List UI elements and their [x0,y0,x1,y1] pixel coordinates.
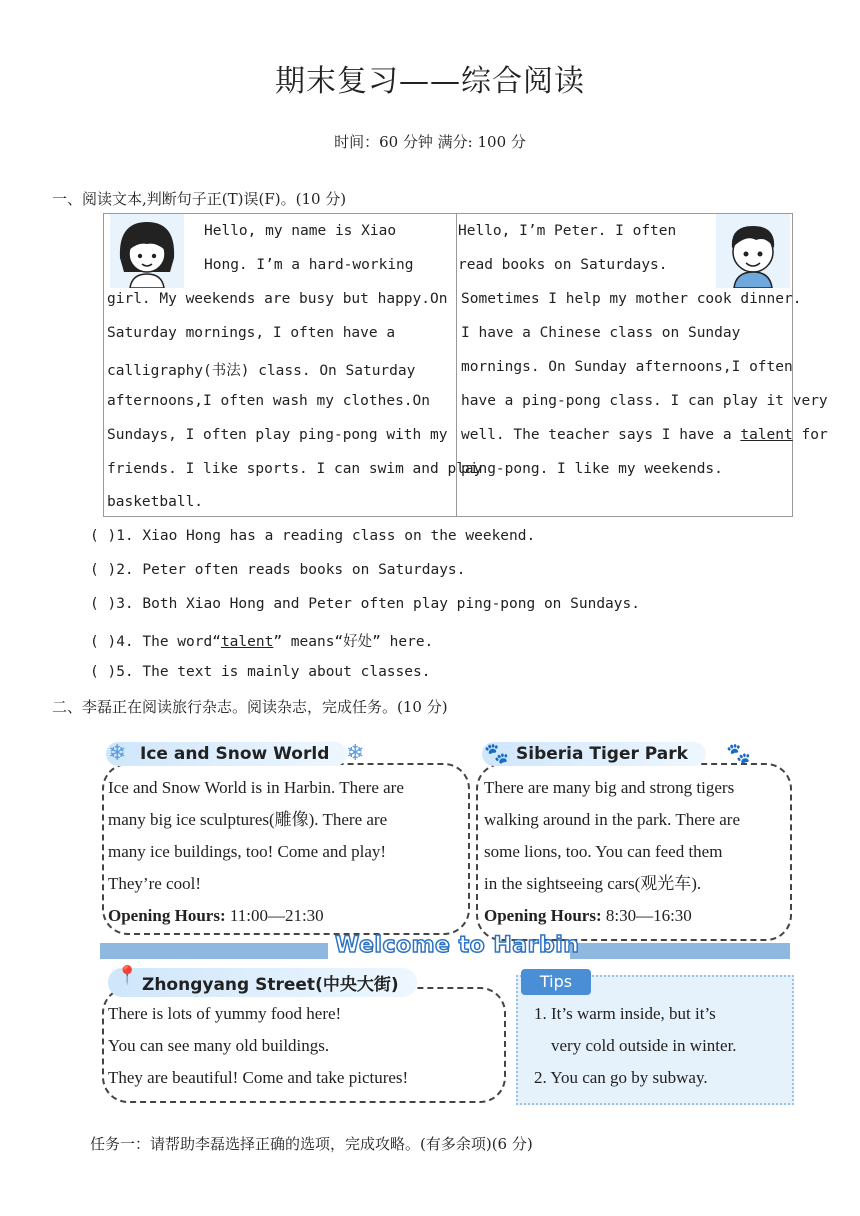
exam-meta: 时间：60 分钟 满分: 100 分 [334,133,526,151]
travel-magazine: Ice and Snow World ❄ ❄ Ice and Snow World is in Harbin. There are many big ice sculptures(雕像). There are many ice buildings, too! Come and play! They’re cool! Opening Hours: 11:00—21:30 Siberia Tiger Park 🐾 🐾 There are many big and strong tigers walking around in the park. There are some lions, too. You can feed them in the sightseeing cars(观光车). Opening Hours: 8:30—16:30 Welcome to Harbin Zhongyang Street(中央大街) 📍 There is lots of yummy food here! You can see many old buildings. They are beautiful! Come and take pictures! Tips 1. It’s warm inside, but it’s very cold outside in winter. 2. You can go by subway. [100,733,792,1105]
girl-avatar-icon [110,214,184,288]
section2-heading: 二、李磊正在阅读旅行杂志。阅读杂志，完成任务。(10 分) [52,698,448,716]
question-2: ( )2. Peter often reads books on Saturdays. [90,562,466,578]
snowflake-icon: ❄ [108,741,127,766]
question-5: ( )5. The text is mainly about classes. [90,664,431,680]
paw-print-icon: 🐾 [484,741,509,765]
tiger-park-title: Siberia Tiger Park [482,742,706,766]
question-3: ( )3. Both Xiao Hong and Peter often play ping-pong on Sundays. [90,596,640,612]
paw-print-icon: 🐾 [726,741,751,765]
location-pin-icon: 📍 [116,965,139,986]
section1-heading: 一、阅读文本,判断句子正(T)误(F)。(10 分) [52,190,347,208]
task1-heading: 任务一：请帮助李磊选择正确的选项，完成攻略。(有多余项)(6 分) [90,1135,533,1153]
question-1: ( )1. Xiao Hong has a reading class on the weekend. [90,528,536,544]
ice-snow-title: Ice and Snow World [106,742,347,766]
welcome-banner [100,933,792,963]
question-4: ( )4. The word“talent” means“好处” here. [90,634,434,650]
tips-label: Tips [521,969,591,995]
talent-word: talent [740,427,793,443]
banner-text: Welcome to Harbin [335,933,580,958]
snowflake-icon: ❄ [346,741,365,766]
boy-avatar-icon [716,214,790,288]
zhongyang-street-title: Zhongyang Street(中央大街) [108,968,417,997]
page-title: 期末复习——综合阅读 [275,64,585,99]
